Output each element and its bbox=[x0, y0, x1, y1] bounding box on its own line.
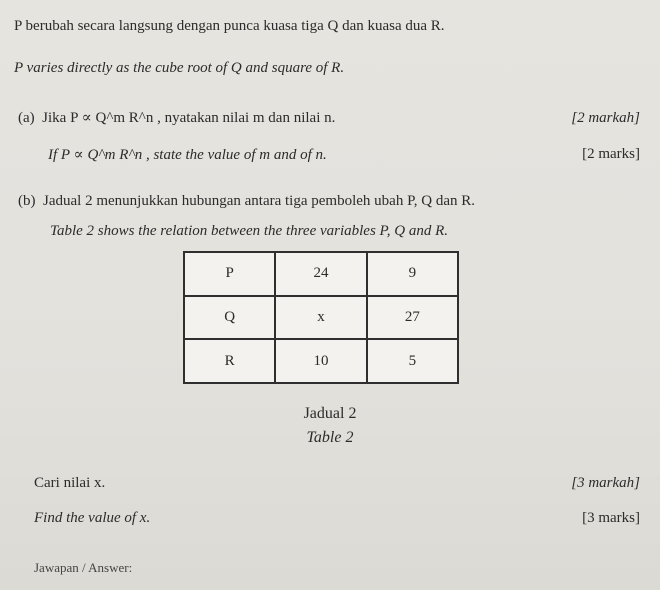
table-cell: 24 bbox=[275, 252, 366, 296]
part-a-label: (a) bbox=[18, 110, 35, 126]
table-cell: x bbox=[275, 296, 366, 340]
table-caption-malay: Jadual 2 bbox=[303, 405, 357, 422]
part-a-malay-text: Jika P ∝ Q^m R^n , nyatakan nilai m dan nilai n. bbox=[42, 110, 336, 126]
part-a-english: If P ∝ Q^m R^n , state the value of m and of n. bbox=[48, 147, 327, 163]
table-cell: 5 bbox=[367, 339, 458, 383]
part-a-malay bbox=[18, 108, 335, 127]
question-marks-malay: [3 markah] bbox=[571, 475, 640, 491]
part-a-marks-english: [2 marks] bbox=[582, 146, 640, 162]
part-b-english: Table 2 shows the relation between the three variables P, Q and R. bbox=[50, 223, 449, 239]
table-cell: 27 bbox=[367, 296, 458, 340]
intro-malay: P berubah secara langsung dengan punca kuasa tiga Q dan kuasa dua R. bbox=[14, 18, 445, 34]
part-b-malay-text: Jadual 2 menunjukkan hubungan antara tiga pemboleh ubah P, Q dan R. bbox=[43, 193, 475, 209]
table-cell: Q bbox=[184, 296, 275, 340]
table-cell: R bbox=[184, 339, 275, 383]
question-malay: Cari nilai x. bbox=[34, 475, 106, 491]
table-row bbox=[184, 296, 458, 340]
variables-table bbox=[183, 251, 459, 384]
table-cell: P bbox=[184, 252, 275, 296]
table-cell: 9 bbox=[367, 252, 458, 296]
part-b-label: (b) bbox=[18, 193, 36, 209]
table-row bbox=[184, 252, 458, 296]
part-b-malay bbox=[18, 193, 475, 210]
part-a-marks-malay: [2 markah] bbox=[571, 110, 640, 126]
table-row bbox=[184, 339, 458, 383]
table-cell: 10 bbox=[275, 339, 366, 383]
table-caption-english: Table 2 bbox=[306, 429, 354, 446]
intro-english: P varies directly as the cube root of Q and square of R. bbox=[14, 60, 345, 76]
question-english: Find the value of x. bbox=[34, 510, 151, 526]
question-marks-english: [3 marks] bbox=[582, 510, 640, 526]
answer-label: Jawapan / Answer: bbox=[34, 560, 133, 575]
